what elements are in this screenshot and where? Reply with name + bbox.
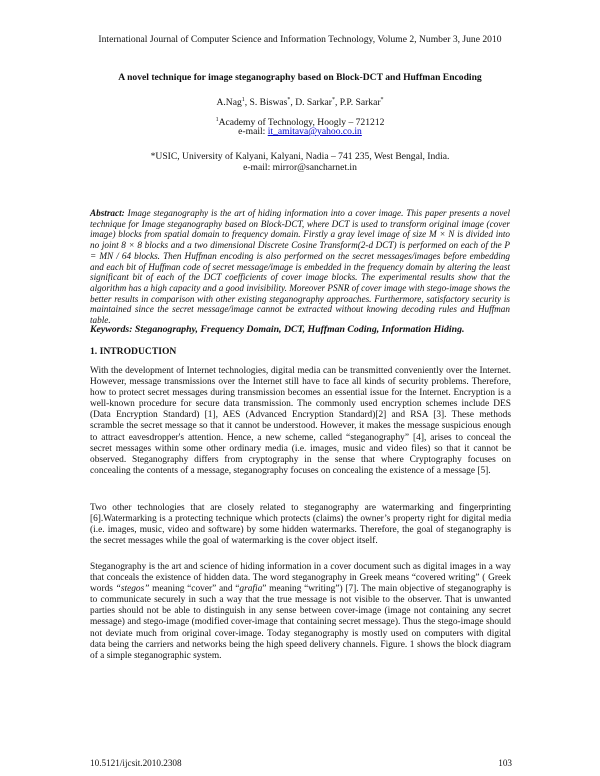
affiliation-2-email: e-mail: mirror@sancharnet.in <box>243 162 357 173</box>
paragraph-text: meaning “cover” and “ <box>149 584 240 595</box>
abstract-text: Image steganography is the art of hiding information into a cover image. This paper presents a novel technique for Image steganography based on Block-DCT, where DCT is used to transform original image (cover image) blocks from spatial domain to frequency domain. Firstly a gray level image of size M × N is divided into no joint 8 × 8 blocks and a two dimensional Discrete Cosine Transform(2-d DCT) is performed on each of the P = MN / 64 blocks. Then Huffman encoding is also performed on the secret messages/images before embedding and each bit of Huffman code of secret message/image is embedded in the frequency domain by altering the least significant bit of each of the DCT coefficients of cover image blocks. The experimental results show that the algorithm has a high capacity and a good invisibility. Moreover PSNR of cover image with stego-image shows the better results in comparison with other existing steganography approaches. Furthermore, satisfactory security is maintained since the secret message/image cannot be extracted without knowing decoding rules and Huffman table. <box>90 208 510 326</box>
affiliation-1-name: Academy of Technology, Hoogly – 721212 <box>218 117 385 129</box>
author-sarkar-pp: , P.P. Sarkar <box>334 97 381 109</box>
author-mark: * <box>380 97 384 103</box>
greek-term: “stegos” <box>115 584 150 595</box>
author-mark: * <box>287 97 291 103</box>
journal-header: International Journal of Computer Science and Information Technology, Volume 2, Number 3, June 2010 <box>98 34 502 45</box>
greek-term: grafia <box>239 584 263 595</box>
intro-paragraph-2: Two other technologies that are closely related to steganography are watermarking and fingerprinting [6].Watermarking is a protecting technique which protects (claims) the owner’s property right for digital media (i.e. images, music, video and software) by some hidden watermarks. Therefore, the goal of steganography is the secret messages while the goal of watermarking is the cover object itself. <box>90 503 511 547</box>
author-nag: A.Nag <box>216 97 242 109</box>
author-list <box>0 95 600 109</box>
intro-paragraph-3 <box>90 562 511 662</box>
keywords: Keywords: Steganography, Frequency Domain, DCT, Huffman Coding, Information Hiding. <box>90 324 465 335</box>
paper-title: A novel technique for image steganography based on Block-DCT and Huffman Encoding <box>118 72 482 83</box>
author-mark: 1 <box>241 97 245 103</box>
section-heading: 1. INTRODUCTION <box>90 346 177 357</box>
paragraph-text: ” meaning “writing”) [7]. The main objective of steganography is to communicate securely in such a way that the true message is not visible to the observer. That is unwanted parties should not be able to distinguish in any sense between cover-image (image not containing any secret message) and stego-image (modified cover-image that containing secret message). Thus the stego-image should not deviate much from original cover-image. Today steganography is mostly used on computers with digital data being the carriers and networks being the high speed delivery channels. Figure. 1 shows the block diagram of a simple steganographic system. <box>90 584 511 661</box>
affiliation-1-email-line <box>0 126 600 138</box>
affiliation-2: *USIC, University of Kalyani, Kalyani, Nadia – 741 235, West Bengal, India. <box>150 151 450 162</box>
page-number: 103 <box>498 758 512 768</box>
paragraph-text: Steganography is the art and science of hiding information in a cover document such as digital images in a way that conceals the existence of hidden data. The word steganography in Greek means “covered writing” ( Greek words <box>90 562 511 595</box>
author-sarkar-d: , D. Sarkar <box>290 97 332 109</box>
author-biswas: , S. Biswas <box>244 97 288 109</box>
abstract-label: Abstract: <box>90 208 125 218</box>
intro-paragraph-1: With the development of Internet technologies, digital media can be transmitted conveniently over the Internet. However, message transmissions over the Internet still have to face all kinds of security problems. Therefore, how to protect secret messages during transmission becomes an essential issue for the Internet. Encryption is a well-known procedure for secure data transmission. The commonly used encryption schemes include DES (Data Encryption Standard) [1], AES (Advanced Encryption Standard)[2] and RSA [3]. These methods scramble the secret message so that it cannot be understood. However, it makes the message suspicious enough to attract eavesdropper's attention. Hence, a new scheme, called “steganography” [4], arises to conceal the secret messages within some other ordinary media (i.e. images, music and video files) so that it cannot be observed. Steganography differs from cryptography in the sense that where Cryptography focuses on concealing the contents of a message, steganography focuses on concealing the existence of a message [5]. <box>90 366 511 476</box>
author-mark: * <box>331 97 335 103</box>
doi: 10.5121/ijcsit.2010.2308 <box>90 758 182 768</box>
email-link[interactable]: it_amitava@yahoo.co.in <box>267 126 362 137</box>
affiliation-mark: 1 <box>215 117 219 123</box>
email-label: e-mail: <box>238 126 268 137</box>
abstract <box>90 208 510 326</box>
